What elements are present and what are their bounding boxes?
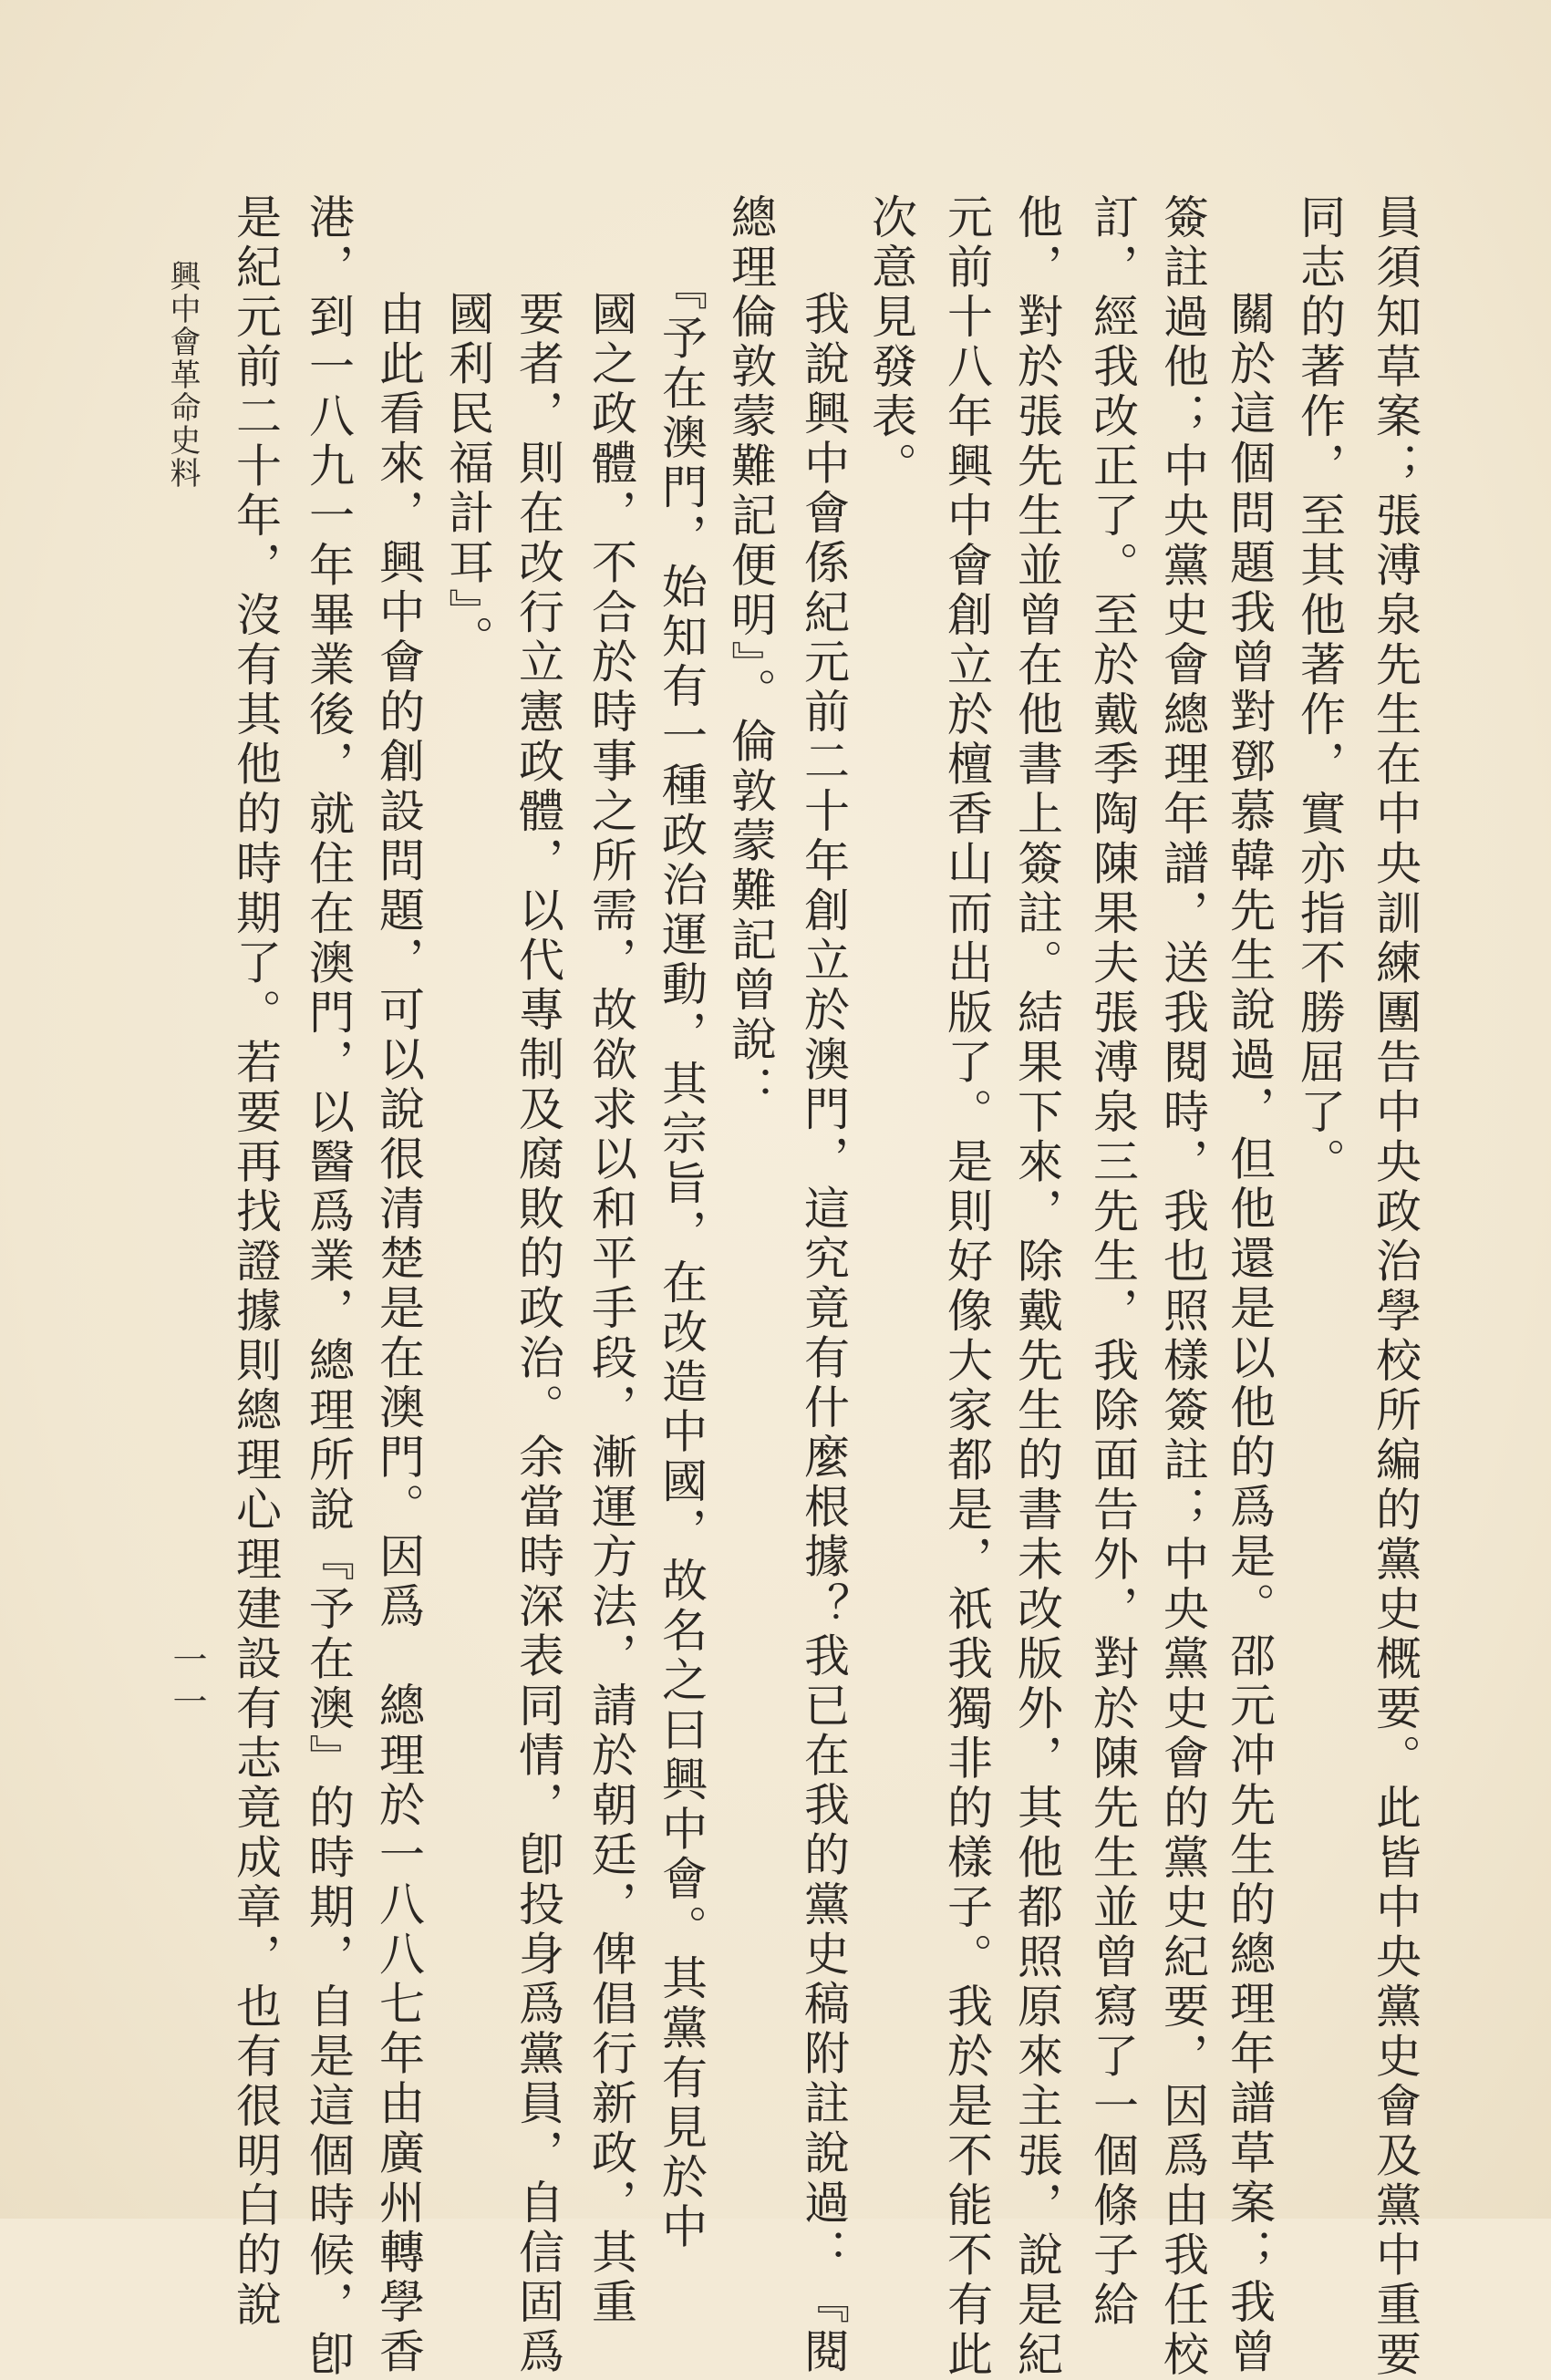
running-title: 興中會革命史料 (164, 260, 201, 490)
page-number: 一一 (167, 1641, 207, 1725)
text-column-8: 次意見發表。 (864, 193, 917, 492)
text-column-1: 員須知草案；張溥泉先生在中央訓練團告中央政治學校所編的黨史概要。此皆中央黨史會及黨中重要 (1369, 193, 1422, 2380)
text-column-17: 是紀元前二十年，沒有其他的時期了。若要再找證據則總理心理建設有志竟成章，也有很明白的說 (229, 193, 282, 2331)
text-column-11: 『予在澳門，始知有一種政治運動，其宗旨，在改造中國，故名之曰興中會。其黨有見於中 (655, 264, 708, 2252)
text-column-9: 我說興中會係紀元前二十年創立於澳門，這究竟有什麼根據？我已在我的黨史稿附註說過：『閱 (797, 290, 850, 2377)
text-column-5: 訂，經我改正了。至於戴季陶陳果夫張溥泉三先生，我除面告外，對於陳先生並曾寫了一個條子給 (1086, 193, 1139, 2331)
text-column-2: 同志的著作，至其他著作，實亦指不勝屈了。 (1293, 193, 1346, 1187)
text-column-12: 國之政體，不合於時事之所需，故欲求以和平手段，漸運方法，請於朝廷，俾倡行新政，其重 (584, 290, 637, 2328)
text-column-16: 港，到一八九一年畢業後，就住在澳門，以醫爲業，總理所說『予在澳』的時期，自是這個時候，卽 (302, 193, 355, 2380)
text-column-4: 簽註過他；中央黨史會總理年譜，送我閱時，我也照樣簽註；中央黨史會的黨史紀要，因爲由我任校 (1156, 193, 1209, 2380)
text-column-13: 要者，則在改行立憲政體，以代專制及腐敗的政治。余當時深表同情，卽投身爲黨員，自信固爲 (512, 290, 564, 2377)
text-column-7: 元前十八年興中會創立於檀香山而出版了。是則好像大家都是，祇我獨非的樣子。我於是不能不有此 (940, 193, 993, 2380)
text-column-14: 國利民福計耳』。 (441, 290, 494, 665)
text-column-15: 由此看來，興中會的創設問題，可以說很清楚是在澳門。因爲 總理於一八八七年由廣州轉學香 (372, 290, 425, 2377)
text-column-6: 他，對於張先生並曾在他書上簽註。結果下來，除戴先生的書未改版外，其他都照原來主張，說是紀 (1010, 193, 1063, 2380)
text-column-10: 總理倫敦蒙難記便明』。倫敦蒙難記曾說： (724, 193, 777, 1115)
text-column-3: 關於這個問題我曾對鄧慕韓先生說過，但他還是以他的爲是。邵元冲先生的總理年譜草案；我曾 (1223, 290, 1276, 2377)
